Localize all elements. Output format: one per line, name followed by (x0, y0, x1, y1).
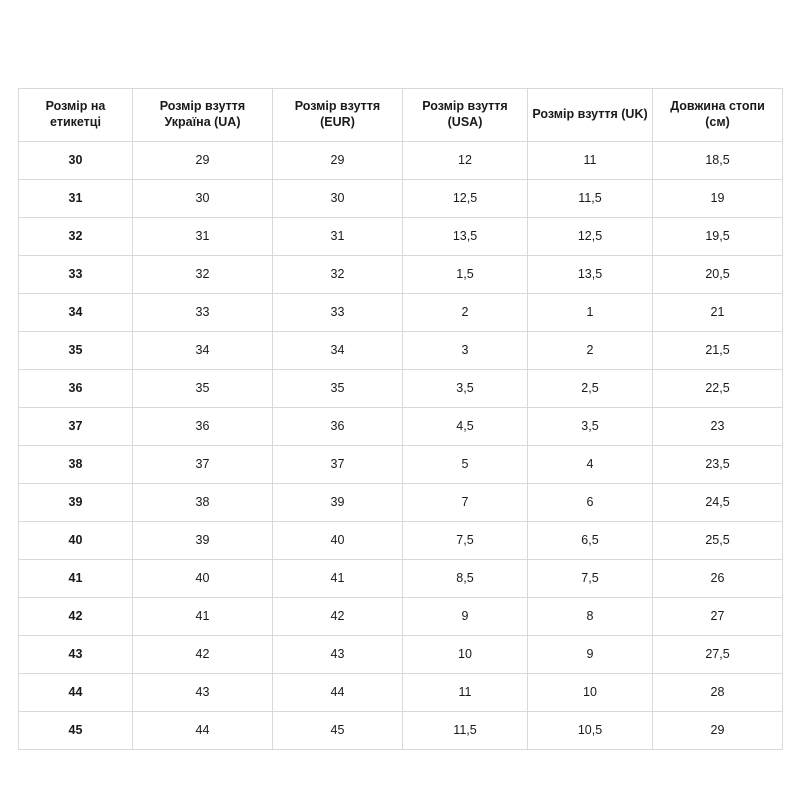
cell-eur-size: 41 (273, 560, 403, 598)
cell-ua-size: 38 (133, 484, 273, 522)
cell-eur-size: 43 (273, 636, 403, 674)
cell-label-size: 30 (19, 142, 133, 180)
cell-eur-size: 29 (273, 142, 403, 180)
cell-usa-size: 9 (403, 598, 528, 636)
cell-foot-length: 20,5 (653, 256, 783, 294)
cell-usa-size: 7,5 (403, 522, 528, 560)
cell-label-size: 37 (19, 408, 133, 446)
cell-label-size: 45 (19, 712, 133, 750)
cell-eur-size: 36 (273, 408, 403, 446)
cell-eur-size: 31 (273, 218, 403, 256)
cell-uk-size: 4 (528, 446, 653, 484)
cell-usa-size: 12 (403, 142, 528, 180)
size-chart-container (18, 88, 782, 750)
cell-ua-size: 32 (133, 256, 273, 294)
cell-foot-length: 23 (653, 408, 783, 446)
cell-ua-size: 30 (133, 180, 273, 218)
cell-eur-size: 34 (273, 332, 403, 370)
cell-eur-size: 45 (273, 712, 403, 750)
cell-foot-length: 26 (653, 560, 783, 598)
cell-ua-size: 31 (133, 218, 273, 256)
cell-ua-size: 39 (133, 522, 273, 560)
cell-label-size: 32 (19, 218, 133, 256)
cell-label-size: 36 (19, 370, 133, 408)
table-row (19, 484, 783, 522)
cell-foot-length: 24,5 (653, 484, 783, 522)
cell-label-size: 39 (19, 484, 133, 522)
cell-usa-size: 3 (403, 332, 528, 370)
cell-uk-size: 11 (528, 142, 653, 180)
cell-uk-size: 2,5 (528, 370, 653, 408)
cell-label-size: 41 (19, 560, 133, 598)
cell-uk-size: 11,5 (528, 180, 653, 218)
cell-foot-length: 25,5 (653, 522, 783, 560)
cell-eur-size: 44 (273, 674, 403, 712)
table-row (19, 408, 783, 446)
cell-uk-size: 3,5 (528, 408, 653, 446)
table-row (19, 180, 783, 218)
table-row (19, 256, 783, 294)
cell-ua-size: 41 (133, 598, 273, 636)
cell-uk-size: 7,5 (528, 560, 653, 598)
cell-label-size: 42 (19, 598, 133, 636)
cell-ua-size: 35 (133, 370, 273, 408)
cell-label-size: 43 (19, 636, 133, 674)
cell-foot-length: 21,5 (653, 332, 783, 370)
table-row (19, 218, 783, 256)
cell-usa-size: 10 (403, 636, 528, 674)
cell-ua-size: 43 (133, 674, 273, 712)
cell-ua-size: 36 (133, 408, 273, 446)
table-row (19, 598, 783, 636)
cell-usa-size: 13,5 (403, 218, 528, 256)
column-header-label-size: Розмір на етикетці (19, 89, 133, 142)
cell-foot-length: 19 (653, 180, 783, 218)
cell-eur-size: 37 (273, 446, 403, 484)
shoe-size-table (18, 88, 783, 750)
cell-usa-size: 8,5 (403, 560, 528, 598)
cell-foot-length: 29 (653, 712, 783, 750)
table-row (19, 446, 783, 484)
cell-uk-size: 9 (528, 636, 653, 674)
cell-eur-size: 32 (273, 256, 403, 294)
cell-usa-size: 5 (403, 446, 528, 484)
table-header (19, 89, 783, 142)
cell-eur-size: 39 (273, 484, 403, 522)
cell-foot-length: 27,5 (653, 636, 783, 674)
cell-foot-length: 28 (653, 674, 783, 712)
cell-usa-size: 3,5 (403, 370, 528, 408)
column-header-foot-length: Довжина стопи (см) (653, 89, 783, 142)
cell-foot-length: 27 (653, 598, 783, 636)
cell-label-size: 38 (19, 446, 133, 484)
cell-eur-size: 42 (273, 598, 403, 636)
cell-usa-size: 7 (403, 484, 528, 522)
cell-label-size: 33 (19, 256, 133, 294)
table-row (19, 712, 783, 750)
cell-foot-length: 23,5 (653, 446, 783, 484)
cell-usa-size: 11,5 (403, 712, 528, 750)
cell-ua-size: 44 (133, 712, 273, 750)
column-header-uk-size: Розмір взуття (UK) (528, 89, 653, 142)
cell-foot-length: 21 (653, 294, 783, 332)
cell-ua-size: 34 (133, 332, 273, 370)
table-row (19, 142, 783, 180)
cell-eur-size: 40 (273, 522, 403, 560)
cell-uk-size: 1 (528, 294, 653, 332)
cell-label-size: 35 (19, 332, 133, 370)
cell-foot-length: 18,5 (653, 142, 783, 180)
table-row (19, 560, 783, 598)
column-header-usa-size: Розмір взуття (USA) (403, 89, 528, 142)
table-row (19, 674, 783, 712)
cell-uk-size: 10 (528, 674, 653, 712)
cell-foot-length: 22,5 (653, 370, 783, 408)
cell-ua-size: 37 (133, 446, 273, 484)
cell-ua-size: 33 (133, 294, 273, 332)
cell-uk-size: 12,5 (528, 218, 653, 256)
cell-uk-size: 6 (528, 484, 653, 522)
cell-eur-size: 33 (273, 294, 403, 332)
table-row (19, 636, 783, 674)
cell-uk-size: 10,5 (528, 712, 653, 750)
cell-uk-size: 13,5 (528, 256, 653, 294)
table-row (19, 370, 783, 408)
cell-usa-size: 1,5 (403, 256, 528, 294)
column-header-ua-size: Розмір взуття Україна (UA) (133, 89, 273, 142)
cell-label-size: 34 (19, 294, 133, 332)
column-header-eur-size: Розмір взуття (EUR) (273, 89, 403, 142)
cell-ua-size: 29 (133, 142, 273, 180)
cell-foot-length: 19,5 (653, 218, 783, 256)
cell-label-size: 40 (19, 522, 133, 560)
table-body (19, 142, 783, 750)
table-header-row (19, 89, 783, 142)
cell-eur-size: 35 (273, 370, 403, 408)
table-row (19, 294, 783, 332)
cell-eur-size: 30 (273, 180, 403, 218)
table-row (19, 332, 783, 370)
cell-label-size: 44 (19, 674, 133, 712)
cell-uk-size: 8 (528, 598, 653, 636)
table-row (19, 522, 783, 560)
cell-label-size: 31 (19, 180, 133, 218)
cell-ua-size: 42 (133, 636, 273, 674)
cell-usa-size: 4,5 (403, 408, 528, 446)
cell-usa-size: 12,5 (403, 180, 528, 218)
cell-usa-size: 11 (403, 674, 528, 712)
cell-uk-size: 2 (528, 332, 653, 370)
cell-uk-size: 6,5 (528, 522, 653, 560)
cell-ua-size: 40 (133, 560, 273, 598)
cell-usa-size: 2 (403, 294, 528, 332)
